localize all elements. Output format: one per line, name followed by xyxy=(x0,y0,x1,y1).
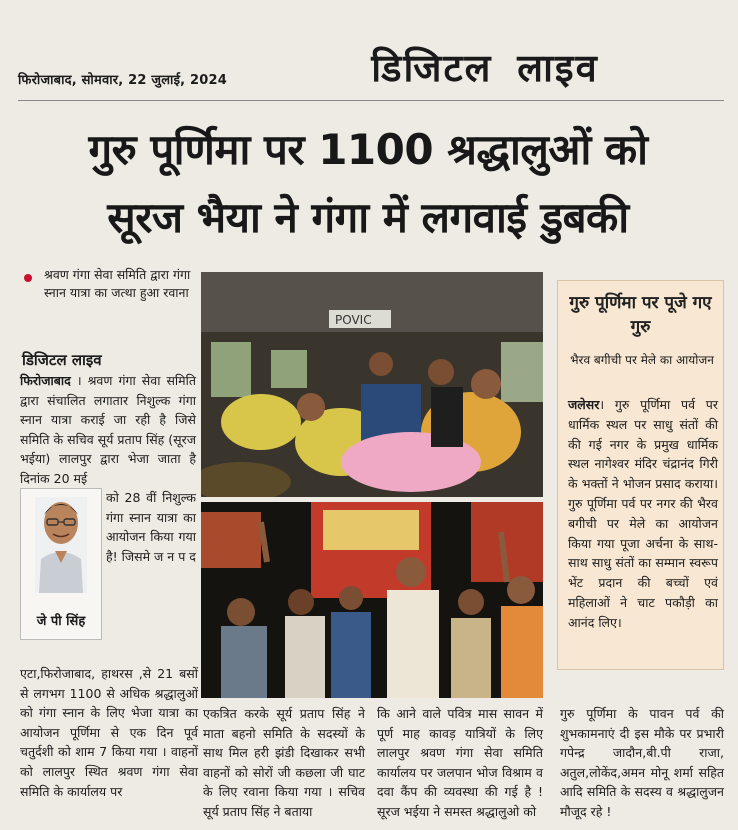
story-paragraph-center-1: एकत्रित करके सूर्य प्रताप सिंह ने माता बहनो समिति के सदस्यों के साथ मिल हरी झंडी दिखाकर सभी वाहनों को सोरों जी कछला जी घाट के लिए रवाना किया गया । सचिव सूर्य प्रताप सिंह ने बताया xyxy=(203,706,365,819)
headline-line-1: गुरु पूर्णिमा पर 1100 श्रद्धालुओं को xyxy=(88,125,648,174)
story-lead: श्रवण गंगा सेवा समिति द्वारा गंगा स्नान यात्रा का जत्था हुआ रवाना xyxy=(44,267,191,300)
story-place: फिरोजाबाद xyxy=(20,373,71,388)
story-paragraph-top xyxy=(20,371,196,489)
side-story-text: । गुरु पूर्णिमा पर्व पर धार्मिक स्थल पर साधु संतों की की गई नगर के प्रमुख धार्मिक स्थल नागेश्वर मंदिर चंद्रानंद गिरी के भक्तों ने भोजन प्रसाद कराया। गुरु पूर्णिमा पर्व पर नगर की भैरव बगीची पर मेले का आयोजन किया गया पूजा अर्चना के साथ-साथ साधु संतों का सम्मान स्वरूप भेंट प्रदान की बच्चों एवं महिलाओं ने चाट पकौड़ी का आनंद लिए। xyxy=(568,397,718,630)
side-story-box xyxy=(557,280,724,670)
side-story-title: गुरु पूर्णिमा पर पूजे गए गुरु xyxy=(569,293,712,337)
bullet-icon xyxy=(24,274,32,282)
portrait-caption: जे पी सिंह xyxy=(36,614,86,629)
byline: डिजिटल लाइव xyxy=(22,351,102,369)
story-text-top: । श्रवण गंगा सेवा समिति द्वारा संचालित लगातार निशुल्क गंगा स्नान यात्रा कराई जा रही है जिसे समिति के सचिव सूर्य प्रताप सिंह (सूरज भईया) लालपुर द्वारा भेजा जाता है दिनांक 20 मई xyxy=(20,373,196,486)
story-paragraph-center-2: कि आने वाले पवित्र मास सावन में पूर्ण माह कावड़ यात्रियों के लिए लालपुर श्रवण गंगा सेवा समिति कार्यालय पर जलपान भोज विश्राम व दवा कैंप की व्यवस्था की गई है ! सूरज भईया ने समस्त श्रद्धालुओ को xyxy=(377,706,543,819)
story-paragraph-left-bottom: एटा,फिरोजाबाद, हाथरस ,से 21 बसों से लगभग 1100 से अधिक श्रद्धालुओं को गंगा स्नान के लिए भेजा यात्रा का आयोजन पूर्णिमा से एक दिन पूर्व चतुर्दशी को शाम 7 किया गया । वाहनों को लालपुर स्थित श्रवण गंगा सेवा समिति के कार्यालय पर xyxy=(20,666,198,799)
story-paragraph-right-bottom: गुरु पूर्णिमा के पावन पर्व की शुभकामनाएं दी इस मौके पर प्रभारी गपेन्द्र जादौन,बी.पी राजा, अतुल,लोकेंद,अमन मोनू शर्मा सहित आदि समिति के सदस्य व श्रद्धालुजन मौजूद रहे ! xyxy=(560,706,724,819)
side-story-place: जलेसर xyxy=(568,397,600,412)
portrait-photo xyxy=(20,488,102,640)
crowd-flag-off-photo xyxy=(201,502,543,698)
dateline: फिरोजाबाद, सोमवार, 22 जुलाई, 2024 xyxy=(18,73,228,88)
bus-passengers-photo xyxy=(201,272,543,497)
headline-line-2: सूरज भैया ने गंगा में लगवाई डुबकी xyxy=(107,193,629,242)
story-paragraph-narrow: को 28 वीं निशुल्क गंगा स्नान यात्रा का आयोजन किया गया है! जिसमे ज न प द xyxy=(106,490,196,564)
masthead-brand: डिजिटल लाइव xyxy=(371,46,599,90)
side-story-subtitle: भैरव बगीची पर मेले का आयोजन xyxy=(570,353,714,367)
portrait-face-icon xyxy=(35,497,87,593)
masthead-rule xyxy=(18,100,724,101)
side-story-body xyxy=(568,395,718,633)
bus-sign-text: POVIC xyxy=(335,313,372,327)
